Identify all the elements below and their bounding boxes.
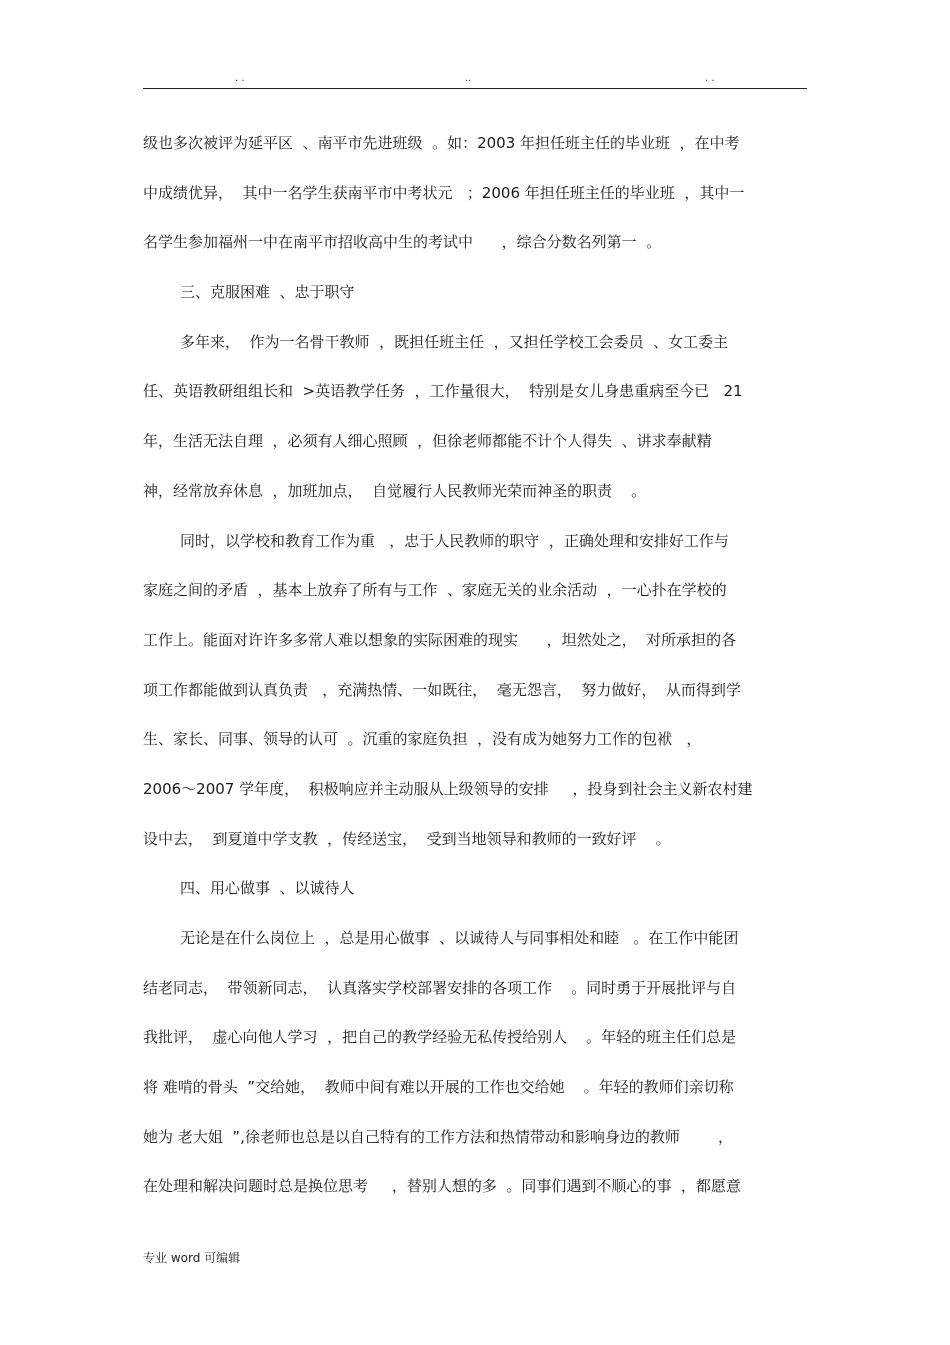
paragraph-first-line: 四、用心做事 、以诚待人 — [180, 879, 355, 898]
text-line: 工作上。能面对许许多多常人难以想象的实际困难的现实 ，坦然处之， 对所承担的各 — [143, 630, 737, 649]
header-mark-center: .. — [465, 73, 472, 84]
paragraph-first-line: 同时，以学校和教育工作为重 ，忠于人民教师的职守 ，正确处理和安排好工作与 — [180, 531, 729, 550]
page-footer: 专业 word 可编辑 — [143, 1251, 241, 1265]
text-line: 级也多次被评为延平区 、南平市先进班级 。如：2003 年担任班主任的毕业班 ，在中考 — [143, 134, 740, 152]
text-line: 项工作都能做到认真负责 ，充满热情、一如既往， 毫无怨言， 努力做好， 从而得到学 — [143, 680, 741, 699]
text-line: 神，经常放弃休息 ，加班加点， 自觉履行人民教师光荣而神圣的职责 。 — [143, 481, 647, 500]
text-line: 家庭之间的矛盾 ，基本上放弃了所有与工作 、家庭无关的业余活动 ，一心扑在学校的 — [143, 581, 727, 600]
header-mark-left: . . — [235, 73, 245, 84]
document-body — [143, 130, 807, 1223]
text-line: 结老同志， 带领新同志， 认真落实学校部署安排的各项工作 。同时勇于开展批评与自 — [143, 978, 737, 997]
text-line: 设中去， 到夏道中学支教 ，传经送宝， 受到当地领导和教师的一致好评 。 — [143, 829, 671, 848]
text-line: 任、英语教研组组长和 >英语教学任务 ，工作量很大， 特别是女儿身患重病至今已 21 — [143, 382, 743, 401]
header-mark-right: . . — [705, 73, 715, 84]
page-header-marks — [143, 72, 807, 86]
paragraph-first-line: 三、克服困难 、忠于职守 — [180, 283, 355, 302]
text-line: 将 难啃的骨头 ”交给她， 教师中间有难以开展的工作也交给她 。年轻的教师们亲切称 — [143, 1078, 734, 1097]
paragraph-first-line: 多年来， 作为一名骨干教师 ，既担任班主任 ，又担任学校工会委员 、女工委主 — [180, 332, 729, 351]
text-line: 生、家长、同事、领导的认可 。沉重的家庭负担 ，没有成为她努力工作的包袱 ， — [143, 730, 702, 749]
header-divider — [143, 88, 807, 89]
paragraph-first-line: 无论是在什么岗位上 ，总是用心做事 、以诚待人与同事相处和睦 。在工作中能团 — [180, 929, 739, 947]
text-line: 年，生活无法自理 ，必须有人细心照顾 ，但徐老师都能不计个人得失 、讲求奉献精 — [143, 432, 712, 451]
text-line: 名学生参加福州一中在南平市招收高中生的考试中 ，综合分数名列第一 。 — [143, 233, 662, 252]
text-line: 2006～2007 学年度， 积极响应并主动服从上级领导的安排 ，投身到社会主义新农村建 — [143, 779, 753, 798]
text-line: 在处理和解决问题时总是换位思考 ，替别人想的多 。同事们遇到不顺心的事 ，都愿意 — [143, 1177, 741, 1196]
text-line: 中成绩优异， 其中一名学生获南平市中考状元 ；2006 年担任班主任的毕业班 ，其中一 — [143, 183, 745, 202]
text-line: 她为 老大姐 ”,徐老师也总是以自己特有的工作方法和热情带动和影响身边的教师 ， — [143, 1127, 733, 1146]
text-line: 我批评， 虚心向他人学习 ，把自己的教学经验无私传授给别人 。年轻的班主任们总是 — [143, 1028, 737, 1047]
